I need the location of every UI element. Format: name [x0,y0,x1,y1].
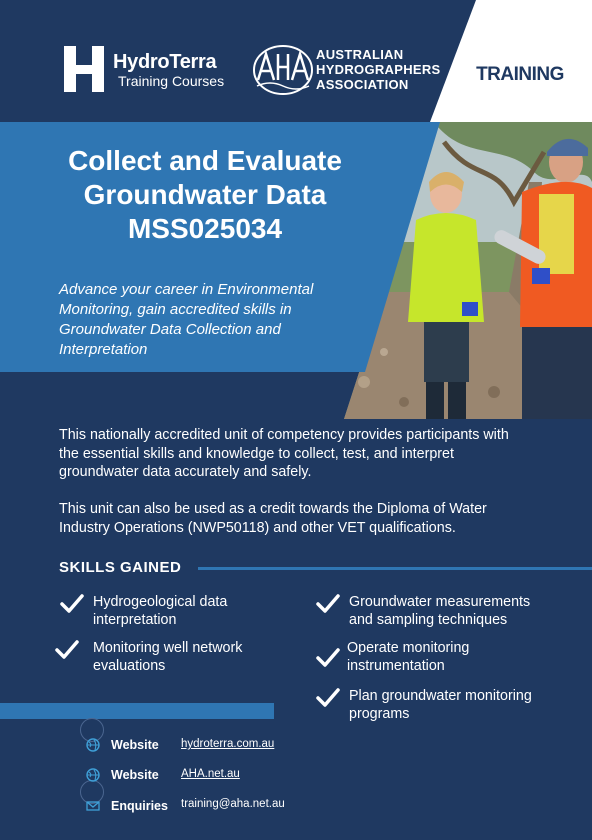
website-link[interactable]: AHA.net.au [181,768,240,780]
contact-label: Website [111,738,159,752]
footer-accent-bar [0,703,274,719]
check-icon [60,594,84,614]
training-tag: TRAINING [476,64,564,85]
course-subtitle: Advance your career in Environmental Monitoring, gain accredited skills in Groundwater Data Collection and Interpretation [59,281,314,358]
skill-item: Plan groundwater monitoring programs [349,688,532,722]
check-icon [55,640,79,660]
header-white-panel [430,0,592,122]
check-icon [316,688,340,708]
brand-name: HydroTerra [113,51,217,73]
skills-divider [198,567,592,570]
globe-icon [86,738,100,752]
aha-logo-icon [252,44,314,96]
credit-paragraph: This unit can also be used as a credit towards the Diploma of Water Industry Operations (NWP50118) and other VET qualifications. [59,501,487,536]
brand-subtitle: Training Courses [118,73,225,89]
skill-item: Hydrogeological data interpretation [93,594,228,628]
partner-name: AUSTRALIAN HYDROGRAPHERS ASSOCIATION [316,47,441,92]
skills-heading: SKILLS GAINED [59,559,182,576]
mail-icon [86,799,100,813]
contact-label: Enquiries [111,799,168,813]
check-icon [316,648,340,668]
globe-icon [86,768,100,782]
skill-item: Groundwater measurements and sampling techniques [349,594,531,628]
email-link[interactable]: training@aha.net.au [181,798,285,810]
contact-label: Website [111,768,159,782]
hydroterra-logo-icon [63,45,105,93]
intro-paragraph: This nationally accredited unit of competency provides participants with the essential skills and knowledge to collect, test, and interpret groundwater data accurately and safely. [59,427,509,480]
website-link[interactable]: hydroterra.com.au [181,738,275,750]
course-title: Collect and Evaluate Groundwater Data MSS025034 [68,145,342,244]
skill-item: Monitoring well network evaluations [93,640,243,674]
check-icon [316,594,340,614]
skill-item: Operate monitoring instrumentation [347,640,470,674]
